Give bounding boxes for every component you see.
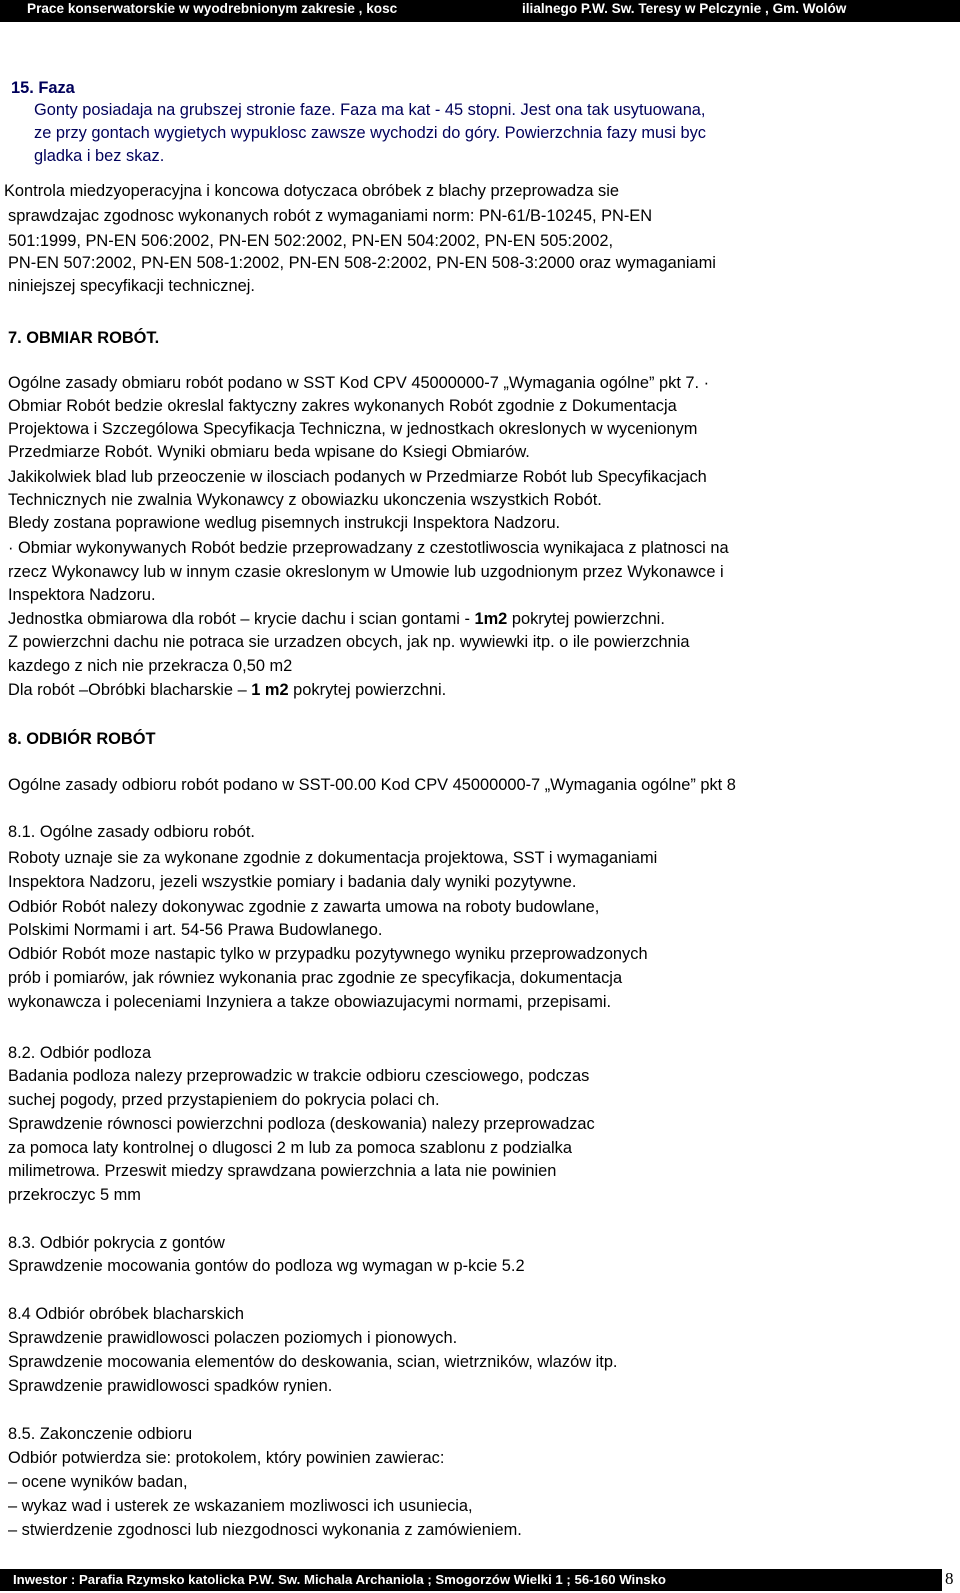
odbior-line: Sprawdzenie prawidlowosci polaczen poziomych i pionowych.	[8, 1329, 458, 1347]
section-heading-odbior: 8. ODBIÓR ROBÓT	[8, 730, 156, 748]
odbior-line: Sprawdzenie prawidlowosci spadków rynien.	[8, 1377, 333, 1395]
obmiar-line: Inspektora Nadzoru.	[8, 586, 156, 604]
obmiar-jednostka: Jednostka obmiarowa dla robót – krycie dachu i scian gontami - 1m2 pokrytej powierzchni.	[8, 610, 665, 628]
kontrola-line: niniejszej specyfikacji technicznej.	[8, 277, 255, 295]
subsection-heading: 8.2. Odbiór podloza	[8, 1044, 152, 1062]
odbior-line: suchej pogody, przed przystapieniem do pokrycia polaci ch.	[8, 1091, 440, 1109]
odbior-line: Odbiór Robót moze nastapic tylko w przypadku pozytywnego wyniku przeprowadzonych	[8, 945, 648, 963]
faza-line: Gonty posiadaja na grubszej stronie faze. Faza ma kat - 45 stopni. Jest ona tak usytuowana,	[34, 101, 706, 119]
faza-line: ze przy gontach wygietych wypuklosc zawsze wychodzi do góry. Powierzchnia fazy musi byc	[34, 124, 706, 142]
odbior-line: prób i pomiarów, jak równiez wykonania prac zgodnie ze specyfikacja, dokumentacja	[8, 969, 623, 987]
obmiar-line: Bledy zostana poprawione wedlug pisemnych instrukcji Inspektora Nadzoru.	[8, 514, 561, 532]
obmiar-line: Jakikolwiek blad lub przeoczenie w ilosciach podanych w Przedmiarze Robót lub Specyfikacjach	[8, 468, 707, 486]
odbior-line: wykonawcza i poleceniami Inzyniera a takze obowiazujacymi normami, przepisami.	[8, 993, 612, 1011]
faza-line: gladka i bez skaz.	[34, 147, 165, 165]
kontrola-line: 501:1999, PN-EN 506:2002, PN-EN 502:2002, PN-EN 504:2002, PN-EN 505:2002,	[8, 232, 614, 250]
page-number: 8	[945, 1569, 954, 1588]
obmiar-line: rzecz Wykonawcy lub w innym czasie okreslonym w Umowie lub uzgodnionym przez Wykonawce i	[8, 563, 724, 581]
odbior-line: przekroczyc 5 mm	[8, 1186, 141, 1204]
odbior-line: Inspektora Nadzoru, jezeli wszystkie pomiary i badania daly wyniki pozytywne.	[8, 873, 577, 891]
obmiar-line: Technicznych nie zwalnia Wykonawcy z obowiazku ukonczenia wszystkich Robót.	[8, 491, 602, 509]
odbior-line: milimetrowa. Przeswit miedzy sprawdzana powierzchnia a lata nie powinien	[8, 1162, 557, 1180]
section-heading-obmiar: 7. OBMIAR ROBÓT.	[8, 329, 160, 347]
obmiar-line: Ogólne zasady obmiaru robót podano w SST Kod CPV 45000000-7 „Wymagania ogólne” pkt 7. ·	[8, 374, 710, 392]
header-right: ilialnego P.W. Sw. Teresy w Pelczynie , Gm. Wolów	[522, 1, 847, 16]
obmiar-line: Z powierzchni dachu nie potraca sie urzadzen obcych, jak np. wywiewki itp. o ile powierzchnia	[8, 633, 690, 651]
obmiar-line: · Obmiar wykonywanych Robót bedzie przeprowadzany z czestotliwoscia wynikajaca z platnosci na	[8, 539, 729, 557]
subsection-heading: 8.1. Ogólne zasady odbioru robót.	[8, 823, 255, 841]
odbior-line: Roboty uznaje sie za wykonane zgodnie z dokumentacja projektowa, SST i wymaganiami	[8, 849, 658, 867]
subsection-heading: 8.5. Zakonczenie odbioru	[8, 1425, 193, 1443]
footer-text: Inwestor : Parafia Rzymsko katolicka P.W. Sw. Michala Archaniola ; Smogorzów Wielki 1 ; 56-160 Winsko	[13, 1572, 666, 1587]
odbior-line: Sprawdzenie równosci powierzchni podloza (deskowania) nalezy przeprowadzac	[8, 1115, 595, 1133]
list-item: – wykaz wad i usterek ze wskazaniem mozliwosci ich usuniecia,	[8, 1497, 473, 1515]
kontrola-line: Kontrola miedzyoperacyjna i koncowa dotyczaca obróbek z blachy przeprowadza sie	[4, 182, 619, 200]
obmiar-line: Obmiar Robót bedzie okreslal faktyczny zakres wykonanych Robót zgodnie z Dokumentacja	[8, 397, 677, 415]
list-item: – stwierdzenie zgodnosci lub niezgodnosci wykonania z zamówieniem.	[8, 1521, 522, 1539]
subsection-heading: 8.3. Odbiór pokrycia z gontów	[8, 1234, 225, 1252]
subsection-heading: 8.4 Odbiór obróbek blacharskich	[8, 1305, 244, 1323]
kontrola-line: PN-EN 507:2002, PN-EN 508-1:2002, PN-EN 508-2:2002, PN-EN 508-3:2000 oraz wymaganiami	[8, 254, 716, 272]
odbior-line: Odbiór Robót nalezy dokonywac zgodnie z zawarta umowa na roboty budowlane,	[8, 898, 600, 916]
odbior-line: Badania podloza nalezy przeprowadzic w trakcie odbioru czesciowego, podczas	[8, 1067, 590, 1085]
odbior-line: Sprawdzenie mocowania gontów do podloza wg wymagan w p-kcie 5.2	[8, 1257, 525, 1275]
obmiar-line: Przedmiarze Robót. Wyniki obmiaru beda wpisane do Ksiegi Obmiarów.	[8, 443, 530, 461]
obmiar-line: kazdego z nich nie przekracza 0,50 m2	[8, 657, 293, 675]
odbior-line: Odbiór potwierdza sie: protokolem, który powinien zawierac:	[8, 1449, 445, 1467]
kontrola-line: sprawdzajac zgodnosc wykonanych robót z wymaganiami norm: PN-61/B-10245, PN-EN	[8, 207, 653, 225]
obmiar-line: Projektowa i Szczególowa Specyfikacja Techniczna, w jednostkach okreslonych w wycenionym	[8, 420, 698, 438]
page-header	[0, 0, 960, 22]
odbior-line: Sprawdzenie mocowania elementów do deskowania, scian, wietrzników, wlazów itp.	[8, 1353, 618, 1371]
page-footer	[0, 1569, 942, 1591]
odbior-line: Polskimi Normami i art. 54-56 Prawa Budowlanego.	[8, 921, 383, 939]
obmiar-obrobki: Dla robót –Obróbki blacharskie – 1 m2 pokrytej powierzchni.	[8, 681, 447, 699]
odbior-line: za pomoca laty kontrolnej o dlugosci 2 m lub za pomoca szablonu z podzialka	[8, 1139, 572, 1157]
faza-title: 15. Faza	[11, 79, 75, 97]
list-item: – ocene wyników badan,	[8, 1473, 188, 1491]
header-left: Prace konserwatorskie w wyodrebnionym zakresie , kosc	[27, 1, 398, 16]
odbior-intro: Ogólne zasady odbioru robót podano w SST-00.00 Kod CPV 45000000-7 „Wymagania ogólne” pkt 8	[8, 776, 736, 794]
